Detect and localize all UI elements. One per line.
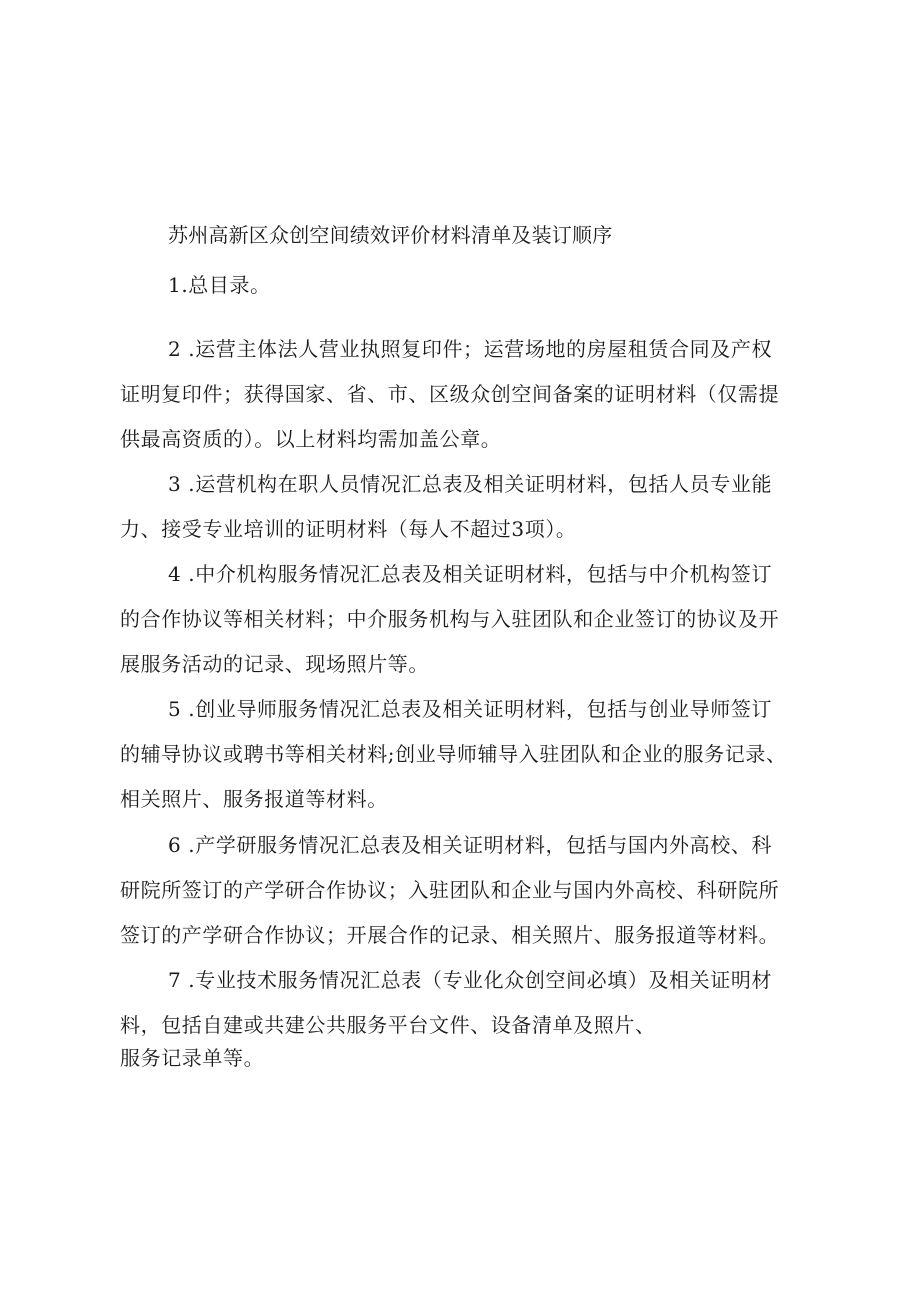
item-2-line-1: 2 .运营主体法人营业执照复印件；运营场地的房屋租赁合同及产权 <box>168 337 773 361</box>
item-7-line-2: 料，包括自建或共建公共服务平台文件、设备清单及照片、 <box>120 1013 656 1037</box>
item-2-line-2: 证明复印件；获得国家、省、市、区级众创空间备案的证明材料（仅需提 <box>120 382 780 406</box>
item-5-line-3: 相关照片、服务报道等材料。 <box>120 787 388 811</box>
item-4-line-3: 展服务活动的记录、现场照片等。 <box>120 652 429 676</box>
item-6-line-3: 签订的产学研合作协议；开展合作的记录、相关照片、服务报道等材料。 <box>120 923 780 947</box>
item-5-line-1: 5 .创业导师服务情况汇总表及相关证明材料，包括与创业导师签订 <box>168 697 773 721</box>
item-7-line-3: 服务记录单等。 <box>120 1046 265 1070</box>
document-title: 苏州高新区众创空间绩效评价材料清单及装订顺序 <box>168 223 613 247</box>
item-3-line-1: 3 .运营机构在职人员情况汇总表及相关证明材料，包括人员专业能 <box>168 472 773 496</box>
item-6-line-1: 6 .产学研服务情况汇总表及相关证明材料，包括与国内外高校、科 <box>168 833 773 857</box>
item-2-line-3: 供最高资质的）。以上材料均需加盖公章。 <box>120 427 502 451</box>
item-1-line-1: 1.总目录。 <box>168 273 271 297</box>
item-4-line-1: 4 .中介机构服务情况汇总表及相关证明材料，包括与中介机构签订 <box>168 562 773 586</box>
item-3-line-2: 力、接受专业培训的证明材料（每人不超过3项）。 <box>120 517 577 541</box>
item-5-line-2: 的辅导协议或聘书等相关材料;创业导师辅导入驻团队和企业的服务记录、 <box>120 742 787 766</box>
item-4-line-2: 的合作协议等相关材料；中介服务机构与入驻团队和企业签订的协议及开 <box>120 607 780 631</box>
item-7-line-1: 7 .专业技术服务情况汇总表（专业化众创空间必填）及相关证明材 <box>168 968 773 992</box>
item-6-line-2: 研院所签订的产学研合作协议；入驻团队和企业与国内外高校、科研院所 <box>120 878 780 902</box>
